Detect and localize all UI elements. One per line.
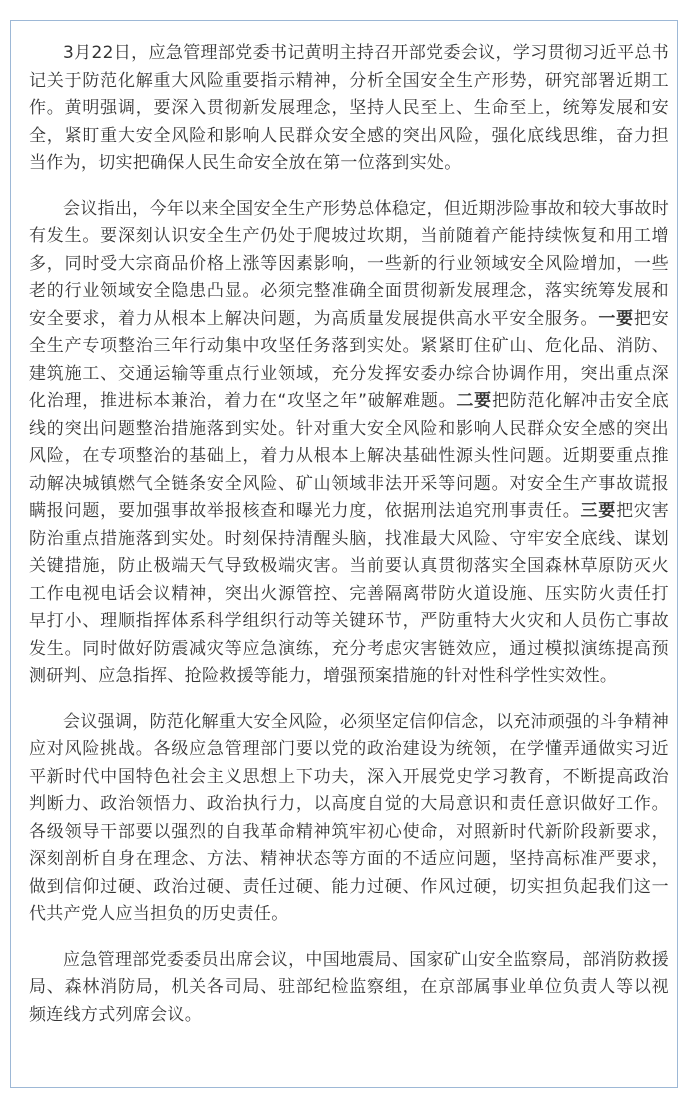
- paragraph-2-item-2: 把防范化解冲击安全底线的突出问题整治措施落到实处。针对重大安全风险和影响人民群众安全感的突出风险，在专项整治的基础上，着力从根本上解决基础性源头性问题。近期要重点推动解决城镇燃气全链条安全风险、矿山领域非法开采等问题。对安全生产事故谎报瞒报问题，要加强事故举报核查和曝光力度，依据刑法追究刑事责任。: [29, 391, 670, 521]
- paragraph-4: 应急管理部党委委员出席会议，中国地震局、国家矿山安全监察局，部消防救援局、森林消防局，机关各司局、驻部纪检监察组，在京部属事业单位负责人等以视频连线方式列席会议。: [29, 949, 669, 1025]
- paragraph-2-item-1: 把安全生产专项整治三年行动集中攻坚任务落到实处。紧紧盯住矿山、危化品、消防、建筑施工、交通运输等重点行业领域，充分发挥安委办综合协调作用，突出重点深化治理，推进标本兼治，着力在“攻坚之年”破解难题。: [29, 308, 669, 411]
- article-body: [29, 40, 669, 1047]
- keyword-first: 一要: [598, 308, 634, 329]
- paragraph-2-intro: 会议指出，今年以来全国安全生产形势总体稳定，但近期涉险事故和较大事故时有发生。要深刻认识安全生产仍处于爬坡过坎期，当前随着产能持续恢复和用工增多，同时受大宗商品价格上涨等因素影响，一些新的行业领域安全风险增加，一些老的行业领域安全隐患凸显。必须完整准确全面贯彻新发展理念，落实统筹发展和安全要求，着力从根本上解决问题，为高质量发展提供高水平安全服务。: [29, 198, 669, 329]
- paragraph-3: 会议强调，防范化解重大安全风险，必须坚定信仰信念，以充沛顽强的斗争精神应对风险挑战。各级应急管理部门要以党的政治建设为统领，在学懂弄通做实习近平新时代中国特色社会主义思想上下功夫，深入开展党史学习教育，不断提高政治判断力、政治领悟力、政治执行力，以高度自觉的大局意识和责任意识做好工作。各级领导干部要以强烈的自我革命精神筑牢初心使命，对照新时代新阶段新要求，深刻剖析自身在理念、方法、精神状态等方面的不适应问题，坚持高标准严要求，做到信仰过硬、政治过硬、责任过硬、能力过硬、作风过硬，切实担负起我们这一代共产党人应当担负的历史责任。: [29, 711, 669, 924]
- paragraph-2: [29, 196, 669, 691]
- keyword-third: 三要: [580, 501, 617, 521]
- paragraph-2-item-3: 把灾害防治重点措施落到实处。时刻保持清醒头脑，找准最大风险、守牢安全底线、谋划关键措施，防止极端天气导致极端灾害。当前要认真贯彻落实全国森林草原防灭火工作电视电话会议精神，突出火源管控、完善隔离带防火道设施、压实防火责任打早打小、理顺指挥体系科学组织行动等关键环节，严防重特大火灾和人员伤亡事故发生。同时做好防震减灾等应急演练，充分考虑灾害链效应，通过模拟演练提高预测研判、应急指挥、抢险救援等能力，增强预案措施的针对性科学性实效性。: [29, 501, 669, 686]
- keyword-second: 二要: [456, 391, 492, 411]
- paragraph-1: 3月22日，应急管理部党委书记黄明主持召开部党委会议，学习贯彻习近平总书记关于防范化解重大风险重要指示精神，分析全国安全生产形势，研究部署近期工作。黄明强调，要深入贯彻新发展理念，坚持人民至上、生命至上，统筹发展和安全，紧盯重大安全风险和影响人民群众安全感的突出风险，强化底线思维，奋力担当作为，切实把确保人民生命安全放在第一位落到实处。: [29, 43, 669, 173]
